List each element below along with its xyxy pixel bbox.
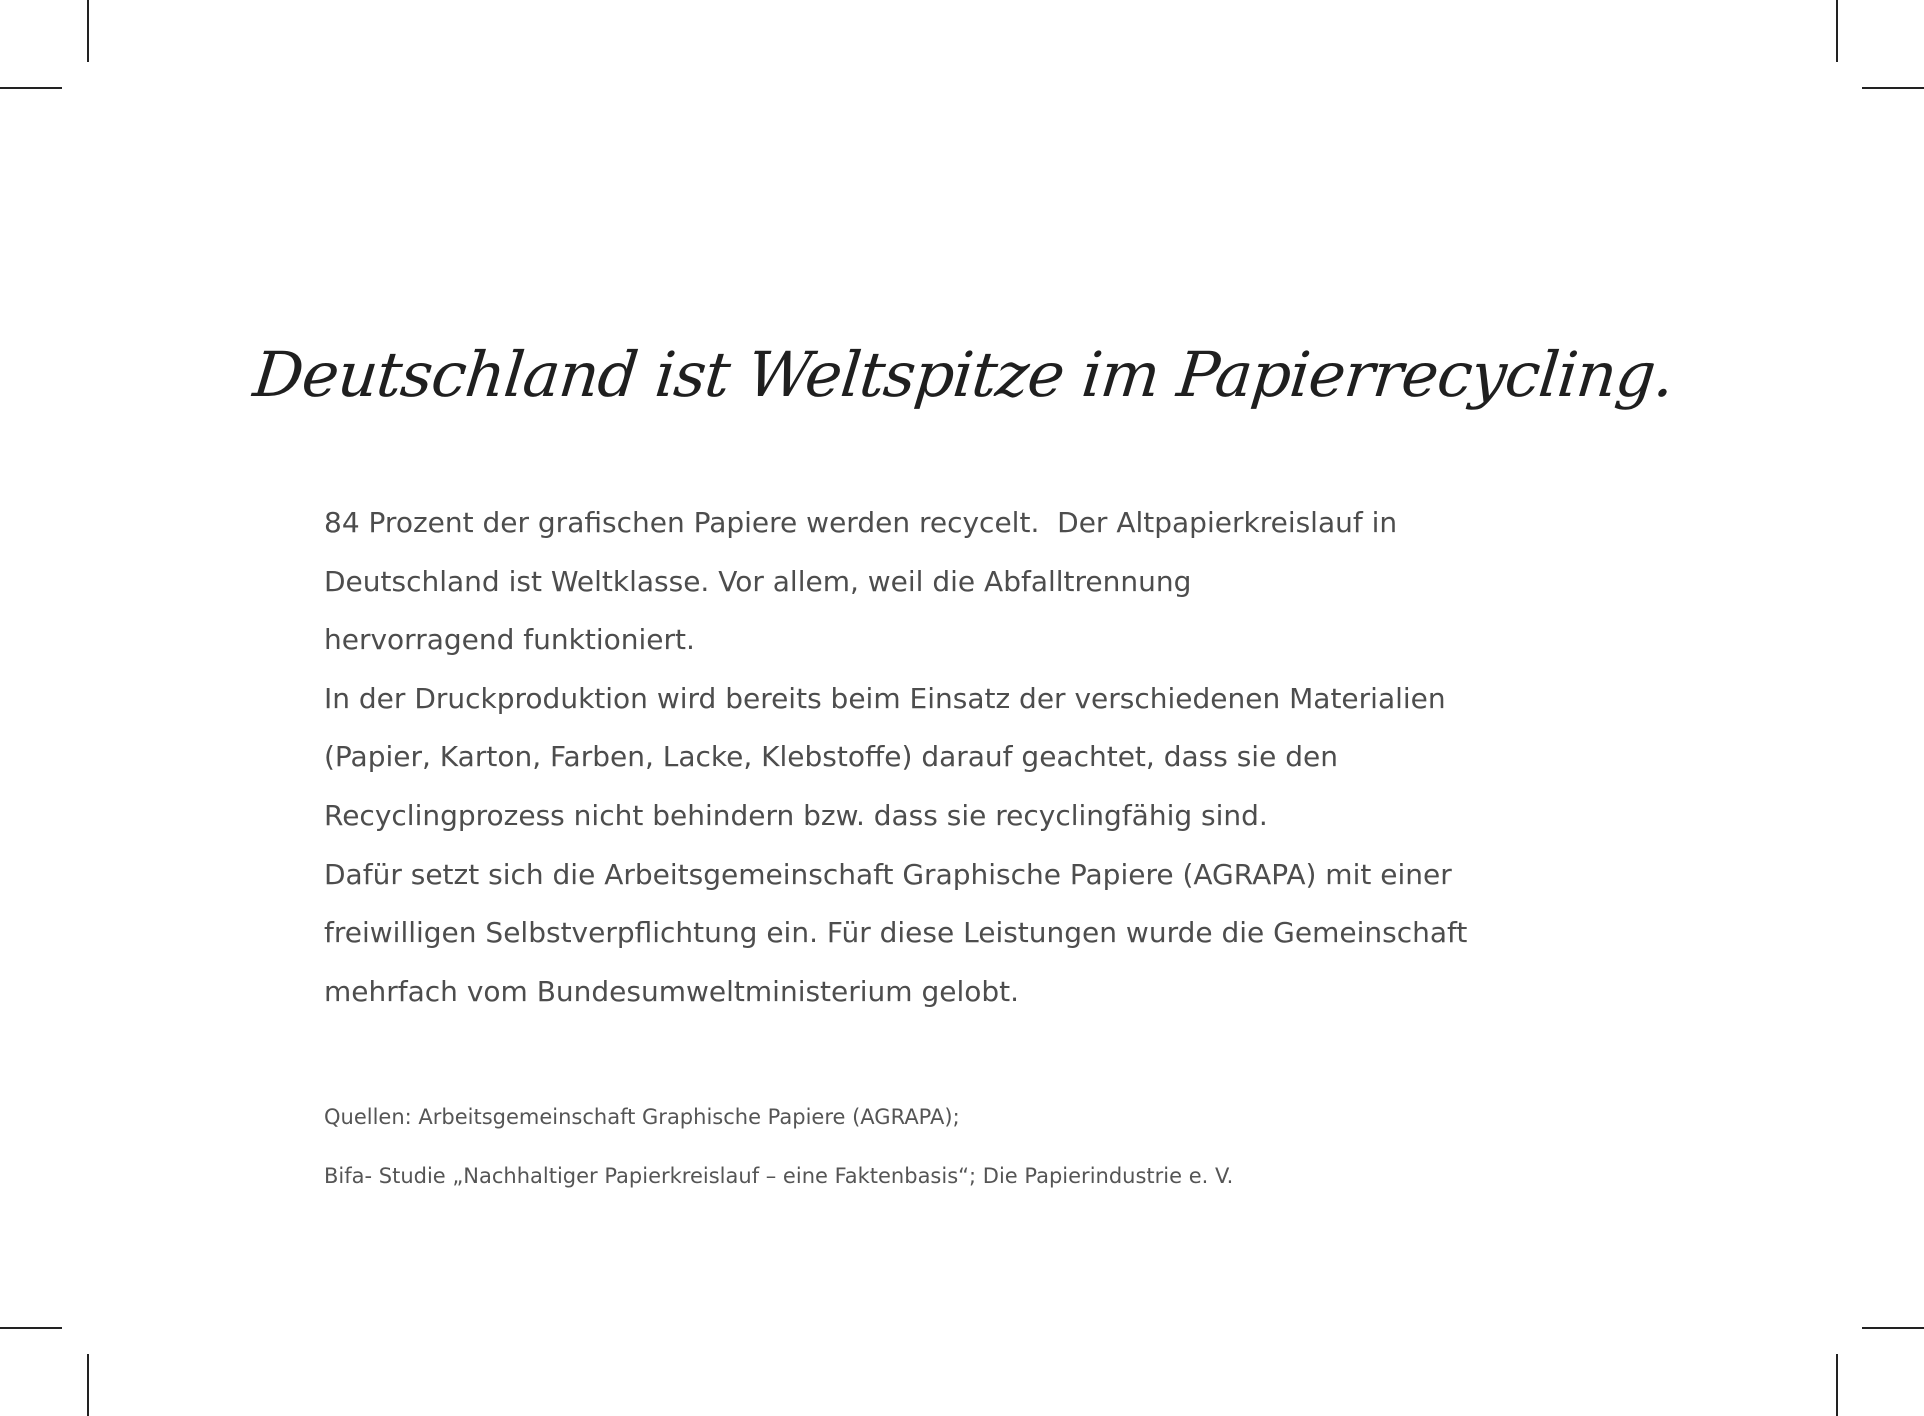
body-line: freiwilligen Selbstverpflichtung ein. Für diese Leistungen wurde die Gemeinschaft xyxy=(324,916,1468,950)
crop-mark-bottom-right-horizontal xyxy=(1862,1327,1924,1329)
body-line: hervorragend funktioniert. xyxy=(324,623,695,657)
crop-mark-top-left-horizontal xyxy=(0,87,62,89)
body-line: mehrfach vom Bundesumweltministerium gelobt. xyxy=(324,974,1020,1008)
body-line: Deutschland ist Weltklasse. Vor allem, weil die Abfalltrennung xyxy=(324,564,1192,598)
sources-line: Quellen: Arbeitsgemeinschaft Graphische Papiere (AGRAPA); xyxy=(324,1105,960,1129)
crop-mark-top-right-horizontal xyxy=(1862,87,1924,89)
body-line: In der Druckproduktion wird bereits beim Einsatz der verschiedenen Materialien xyxy=(324,681,1446,715)
sources xyxy=(324,1088,1233,1206)
body-line: Recyclingprozess nicht behindern bzw. dass sie recyclingfähig sind. xyxy=(324,798,1268,832)
crop-mark-bottom-right-vertical xyxy=(1836,1354,1838,1416)
body-text xyxy=(324,494,1524,1021)
crop-mark-bottom-left-horizontal xyxy=(0,1327,62,1329)
crop-mark-top-right-vertical xyxy=(1836,0,1838,62)
body-line: (Papier, Karton, Farben, Lacke, Klebstoffe) darauf geachtet, dass sie den xyxy=(324,740,1338,774)
body-line: 84 Prozent der grafischen Papiere werden recycelt. Der Altpapierkreislauf in xyxy=(324,506,1398,539)
crop-mark-bottom-left-vertical xyxy=(87,1354,89,1416)
sources-line: Bifa- Studie „Nachhaltiger Papierkreislauf – eine Faktenbasis“; Die Papierindustrie e. V. xyxy=(324,1164,1234,1188)
body-line: Dafür setzt sich die Arbeitsgemeinschaft Graphische Papiere (AGRAPA) mit einer xyxy=(324,857,1452,891)
crop-mark-top-left-vertical xyxy=(87,0,89,62)
page-heading: Deutschland ist Weltspitze im Papierrecycling. xyxy=(250,338,1678,411)
